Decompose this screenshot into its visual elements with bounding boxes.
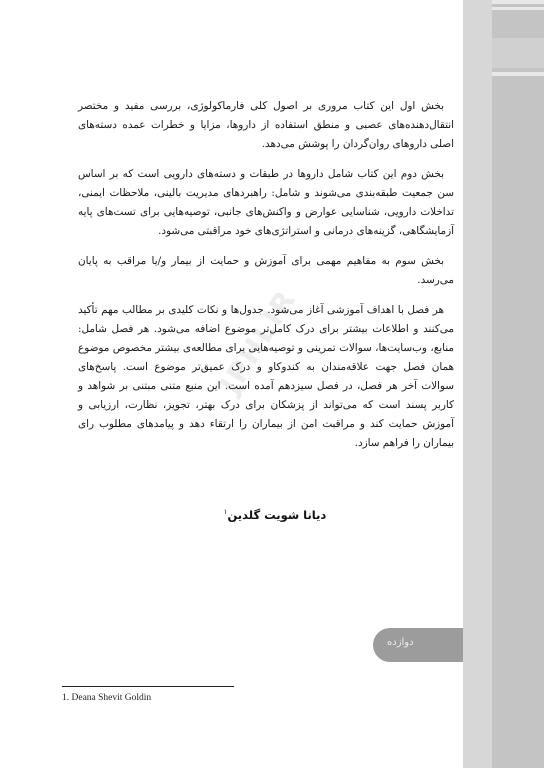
paragraph-part-one: بخش اول این کتاب مروری بر اصول کلی فارماکولوژی، بررسی مفید و مختصر انتقال‌دهنده‌های عصبی و منطق استفاده از داروها، مزایا و خطرات عمده دسته‌های اصلی داروهای روان‌گردان را پوشش می‌دهد. — [78, 100, 454, 150]
side-decoration-stripe — [492, 0, 544, 768]
page-number: دوازده — [387, 637, 414, 648]
side-decoration-line — [492, 7, 544, 10]
footnote-mark: ۱ — [223, 508, 228, 517]
side-decoration-line — [492, 72, 544, 76]
author-name: دیانا شویت گلدین — [227, 508, 327, 522]
paragraph-part-two: بخش دوم این کتاب شامل داروها در طبقات و دسته‌های دارویی است که بر اساس سن جمعیت طبقه‌بندی می‌شوند و شامل: راهبردهای مدیریت بالینی، ملاحظات ایمنی، تداخلات دارویی، شناسایی عوارض و واکنش‌های جانبی، توصیه‌هایی برای تست‌های پایه آزمایشگاهی، گزینه‌های درمانی و استراتژی‌های خود مراقبتی می‌شود. — [78, 168, 454, 237]
paragraph-part-three: بخش سوم به مفاهیم مهمی برای آموزش و حمایت از بیمار و/یا مراقب به پایان می‌رسد. — [78, 255, 454, 286]
footnote: 1. Deana Shevit Goldin — [62, 693, 152, 703]
body-text — [78, 97, 454, 464]
side-decoration-line — [492, 0, 544, 4]
watermark: JPHLIR — [213, 283, 303, 400]
paragraph-chapter-structure: هر فصل با اهداف آموزشی آغاز می‌شود. جدول‌ها و نکات کلیدی بر مطالب مهم تأکید می‌کنند و اطلاعات بیشتر برای درک کامل‌تر موضوع اضافه می‌شود. هر فصل شامل: منابع، وب‌سایت‌ها، سوالات تمرینی و توصیه‌هایی برای مطالعه‌ی بیشتر مخصوص موضوع همان فصل جهت علاقه‌مندان به کندوکاو و درک عمیق‌تر موضوع است. پاسخ‌های سوالات آخر هر فصل، در فصل سیزدهم آمده است. این منبع متنی مبتنی بر شواهد و کاربر پسند است که می‌تواند از پزشکان برای درک بهتر، تجویز، نظارت، ارزیابی و آموزش حمایت کند و مراقبت امن از بیماران را ارتقاء دهد و پیامدهای مطلوب رای بیماران را فراهم سازد. — [78, 304, 454, 449]
page-number-tab — [373, 628, 463, 662]
footnote-divider — [62, 686, 234, 687]
side-decoration-block — [492, 38, 544, 68]
author-signature — [150, 508, 400, 522]
